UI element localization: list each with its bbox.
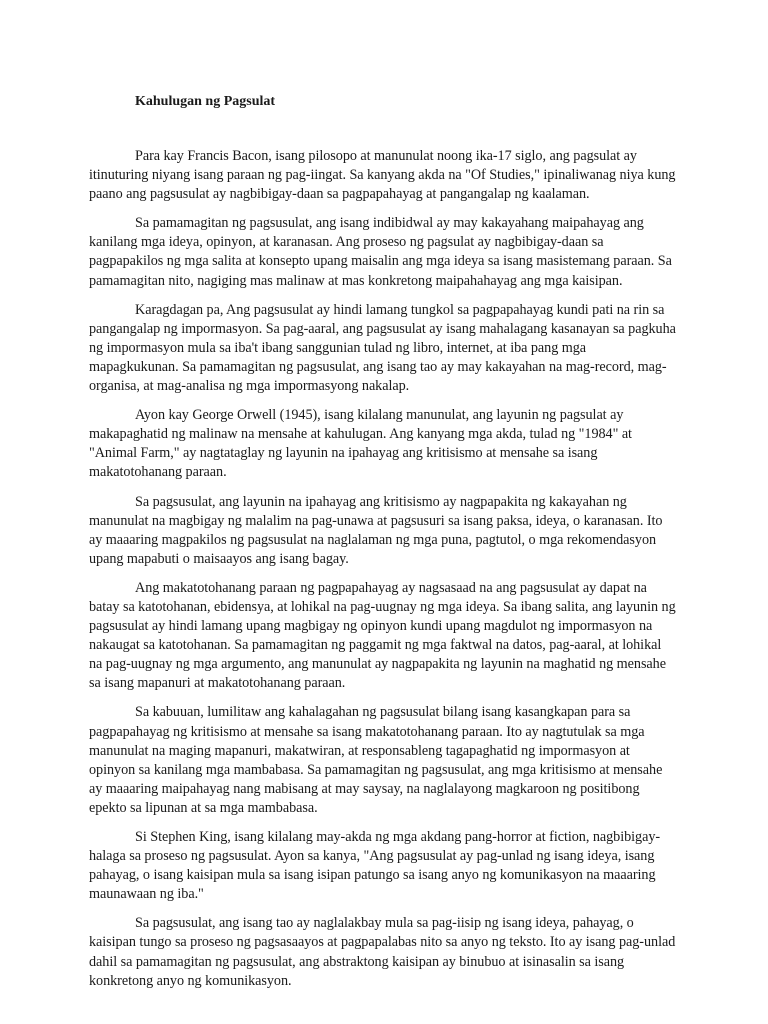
paragraph-1: Para kay Francis Bacon, isang pilosopo at manunulat noong ika-17 siglo, ang pagsulat ay itinuturing niyang isang paraan ng pag-iingat. Sa kanyang akda na "Of Studies," ipinaliwanag niya kung paano ang pagsusulat ay nagbibigay-daan sa pagpapahayag at pangangalap ng kaalaman. [89, 148, 676, 203]
paragraph-8: Si Stephen King, isang kilalang may-akda ng mga akdang pang-horror at fiction, nagbibigay-halaga sa proseso ng pagsusulat. Ayon sa kanya, "Ang pagsusulat ay pag-unlad ng isang ideya, isang pahayag, o isang kaisipan mula sa isang isipan patungo sa isang anyo ng komunikasyon na maaaring maunawaan ng iba." [89, 829, 661, 903]
document-title: Kahulugan ng Pagsulat [135, 94, 276, 109]
paragraph-5: Sa pagsusulat, ang layunin na ipahayag ang kritisismo ay nagpapakita ng kakayahan ng manunulat na magbigay ng malalim na pag-unawa at pagsusuri sa isang paksa, ideya, o karanasan. Ito ay maaaring magpakilos ng pagsusulat na naglalaman ng mga puna, pagtutol, o mga rekomendasyon upang mapabuti o maisaayos ang isang bagay. [89, 493, 663, 567]
paragraph-2: Sa pamamagitan ng pagsusulat, ang isang indibidwal ay may kakayahang maipahayag ang kanilang mga ideya, opinyon, at karanasan. Ang proseso ng pagsulat ay nagbibigay-daan sa pagpapakilos ng mga salita at konsepto upang maisalin ang mga ideya sa isang masistemang paraan. Sa pamamagitan nito, nagiging mas malinaw at mas konkretong maipahahayag ang mga kaisipan. [89, 215, 672, 289]
paragraph-9: Sa pagsusulat, ang isang tao ay naglalakbay mula sa pag-iisip ng isang ideya, pahayag, o kaisipan tungo sa proseso ng pagsasaayos at pagpapalabas nito sa anyo ng teksto. Ito ay isang pag-unlad dahil sa pamamagitan ng pagsusulat, ang abstraktong kaisipan ay binubuo at isinasalin sa isang konkretong anyo ng komunikasyon. [89, 915, 676, 989]
document-body [89, 147, 677, 1001]
paragraph-3: Karagdagan pa, Ang pagsusulat ay hindi lamang tungkol sa pagpapahayag kundi pati na rin sa pangangalap ng impormasyon. Sa pag-aaral, ang pagsusulat ay isang mahalagang kasanayan sa pagkuha ng impormasyon mula sa iba't ibang sanggunian tulad ng libro, internet, at iba pang mga mapagkukunan. Sa pamamagitan ng pagsusulat, ang isang tao ay may kakayahan na mag-record, mag-organisa, at mag-analisa ng mga impormasyong nakalap. [89, 301, 676, 395]
paragraph-4: Ayon kay George Orwell (1945), isang kilalang manunulat, ang layunin ng pagsulat ay makapaghatid ng malinaw na mensahe at kahulugan. Ang kanyang mga akda, tulad ng "1984" at "Animal Farm," ay nagtataglay ng layunin na ipahayag ang kritisismo at mensahe sa isang makatotohanang paraan. [89, 407, 632, 481]
paragraph-6: Ang makatotohanang paraan ng pagpapahayag ay nagsasaad na ang pagsusulat ay dapat na batay sa katotohanan, ebidensya, at lohikal na pag-uugnay ng mga ideya. Sa ibang salita, ang layunin ng pagsusulat ay hindi lamang upang magbigay ng opinyon kundi upang magdulot ng impormasyon na nakaugat sa katotohanan. Sa pamamagitan ng paggamit ng mga faktwal na datos, pag-aaral, at lohikal na pag-uugnay ng mga argumento, ang manunulat ay nagpapakita ng layunin na maghatid ng mensahe sa isang mapanuri at makatotohanang paraan. [89, 579, 676, 692]
paragraph-7: Sa kabuuan, lumilitaw ang kahalagahan ng pagsusulat bilang isang kasangkapan para sa pagpapahayag ng kritisismo at mensahe sa isang makatotohanang paraan. Ito ay nagtutulak sa mga manunulat na maging mapanuri, makatwiran, at responsableng tagapaghatid ng impormasyon at opinyon sa kanilang mga mambabasa. Sa pamamagitan ng pagsusulat, ang mga kritisismo at mensahe ay maaaring maipahayag nang mabisang at may saysay, na naglalayong magkaroon ng positibong epekto sa lipunan at sa mga mambabasa. [89, 704, 663, 816]
